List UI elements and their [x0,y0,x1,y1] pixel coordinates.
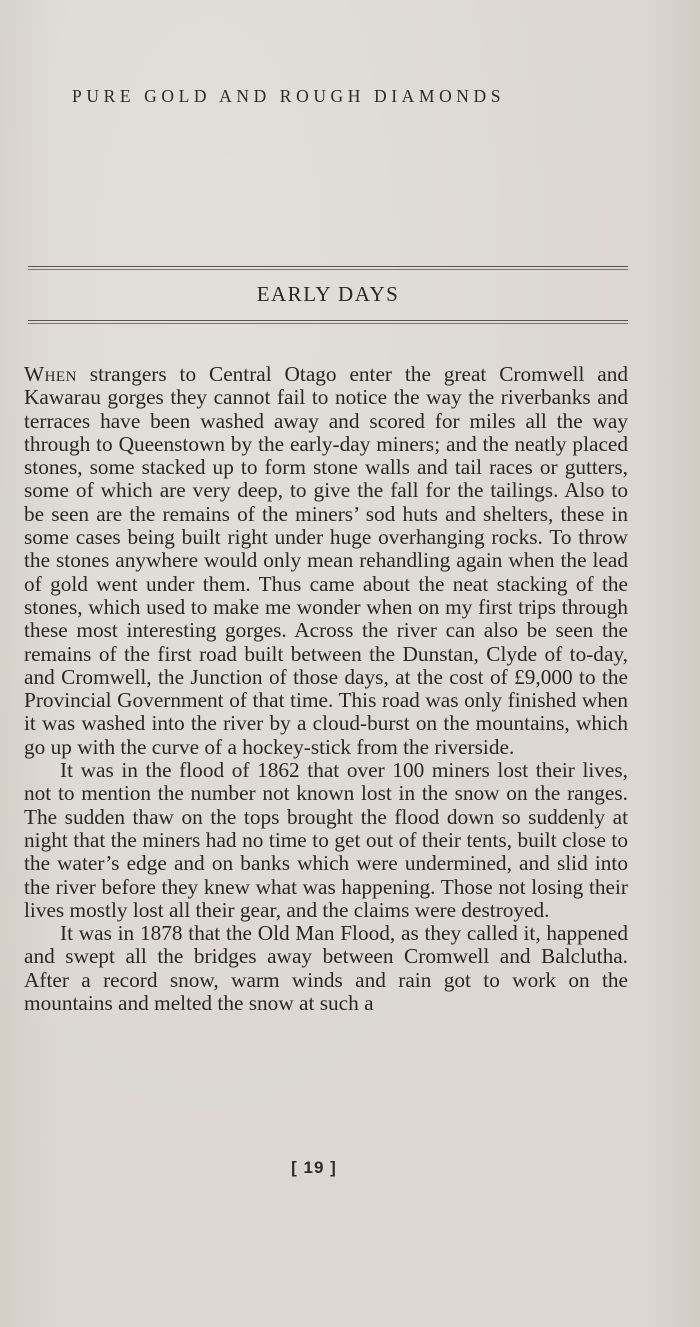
page-number: [ 19 ] [291,1158,337,1177]
paragraph-1 [24,363,628,759]
chapter-title: EARLY DAYS [256,282,400,306]
paragraph-1-text: strangers to Central Otago enter the great Cromwell and Kawarau gorges they cannot fail to notice the way the riverbanks and terraces have been washed away and scored for miles all the way through to Queenstown by the early-day miners; and the neatly placed stones, some stacked up to form stone walls and tail races or gutters, some of which are very deep, to give the fall for the tailings. Also to be seen are the remains of the miners’ sod huts and shelters, these in some cases being built right under huge overhanging rocks. To throw the stones anywhere would only mean rehandling again when the lead of gold went under them. Thus came about the neat stacking of the stones, which used to make me wonder when on my first trips through these most interesting gorges. Across the river can also be seen the remains of the first road built between the Dunstan, Clyde of to-day, and Cromwell, the Junction of those days, at the cost of £9,000 to the Provincial Government of that time. This road was only finished when it was washed into the river by a cloud-burst on the mountains, which go up with the curve of a hockey-stick from the riverside. [24,362,628,759]
top-rule [28,266,628,267]
bottom-rule [28,320,628,321]
body-text [24,363,628,1015]
running-head: PURE GOLD AND ROUGH DIAMONDS [72,86,506,106]
paragraph-3: It was in 1878 that the Old Man Flood, as they called it, happened and swept all the bridges away between Cromwell and Balclutha. After a record snow, warm winds and rain got to work on the mountains and melted the snow at such a [24,921,628,1016]
paragraph-2: It was in the flood of 1862 that over 100 miners lost their lives, not to mention the number not known lost in the snow on the ranges. The sudden thaw on the tops brought the flood down so suddenly at night that the miners had no time to get out of their tents, built close to the water’s edge and on banks which were undermined, and slid into the river before they knew what was happening. Those not losing their lives mostly lost all their gear, and the claims were destroyed. [24,758,628,922]
opening-word: When [24,362,77,386]
